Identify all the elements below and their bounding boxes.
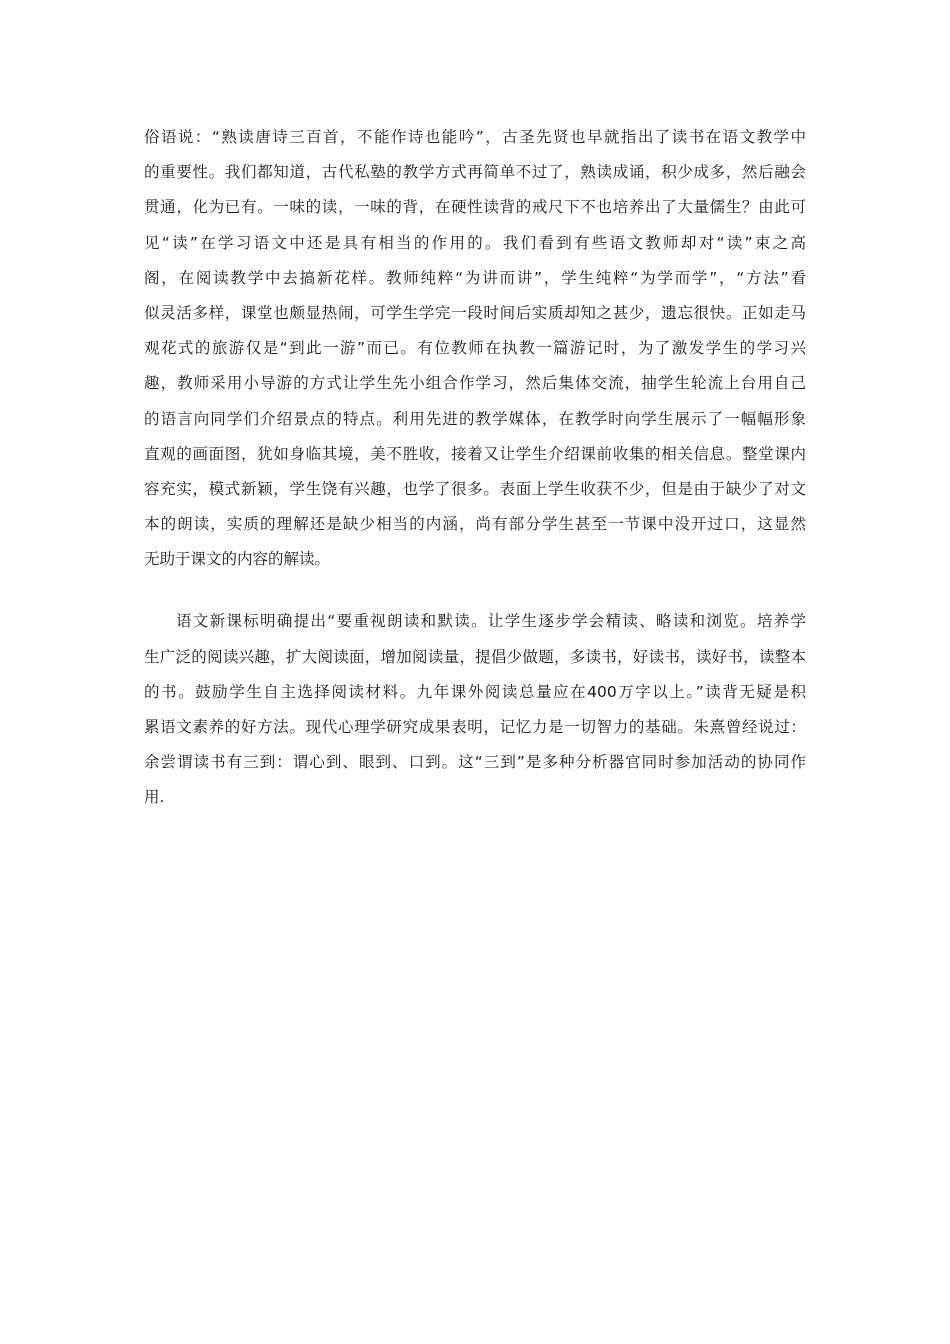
paragraph-line: 用. [144,788,165,807]
paragraph-line: 无助于课文的内容的解读。 [144,550,331,569]
paragraph-line: 阁，在阅读教学中去搞新花样。教师纯粹“为讲而讲”，学生纯粹“为学而学”，“方法”看 [144,268,806,287]
paragraph-line: 本的朗读，实质的理解还是缺少相当的内涵，尚有部分学生甚至一节课中没开过口，这显然 [144,515,806,534]
paragraph-line: 余尝谓读书有三到：谓心到、眼到、口到。这“三到”是多种分析器官同时参加活动的协同作 [144,753,806,772]
paragraph-line: 似灵活多样，课堂也颇显热闹，可学生学完一段时间后实质却知之甚少，遗忘很快。正如走马 [144,303,806,322]
paragraph-line: 观花式的旅游仅是“到此一游”而已。有位教师在执教一篇游记时，为了激发学生的学习兴 [144,339,806,358]
paragraph-line: 贯通，化为已有。一味的读，一味的背，在硬性读背的戒尺下不也培养出了大量儒生？由此可 [144,198,806,217]
paragraph-line: 俗语说：“熟读唐诗三百首，不能作诗也能吟”，古圣先贤也早就指出了读书在语文教学中 [144,128,806,146]
paragraph-line: 生广泛的阅读兴趣，扩大阅读面，增加阅读量，提倡少做题，多读书，好读书，读好书，读整本 [144,647,806,666]
paragraph-line: 语文新课标明确提出“要重视朗读和默读。让学生逐步学会精读、略读和浏览。培养学 [176,612,806,631]
paragraph-line: 的书。鼓励学生自主选择阅读材料。九年课外阅读总量应在400万字以上。”读背无疑是积 [144,682,806,701]
document-body [144,120,806,816]
paragraph-spacer [144,577,806,604]
paragraph-1 [144,120,806,577]
paragraph-line: 的语言向同学们介绍景点的特点。利用先进的教学媒体，在教学时向学生展示了一幅幅形象 [144,409,806,428]
paragraph-line: 趣，教师采用小导游的方式让学生先小组合作学习，然后集体交流，抽学生轮流上台用自己 [144,374,806,393]
paragraph-line: 的重要性。我们都知道，古代私塾的教学方式再简单不过了，熟读成诵，积少成多，然后融会 [144,163,806,182]
paragraph-line: 见“读”在学习语文中还是具有相当的作用的。我们看到有些语文教师却对“读”束之高 [144,233,806,252]
paragraph-line: 容充实，模式新颖，学生饶有兴趣，也学了很多。表面上学生收获不少，但是由于缺少了对文 [144,479,806,498]
paragraph-2 [144,604,806,815]
paragraph-line: 累语文素养的好方法。现代心理学研究成果表明，记忆力是一切智力的基础。朱熹曾经说过： [144,718,806,736]
paragraph-line: 直观的画面图，犹如身临其境，美不胜收，接着又让学生介绍课前收集的相关信息。整堂课内 [144,444,806,463]
